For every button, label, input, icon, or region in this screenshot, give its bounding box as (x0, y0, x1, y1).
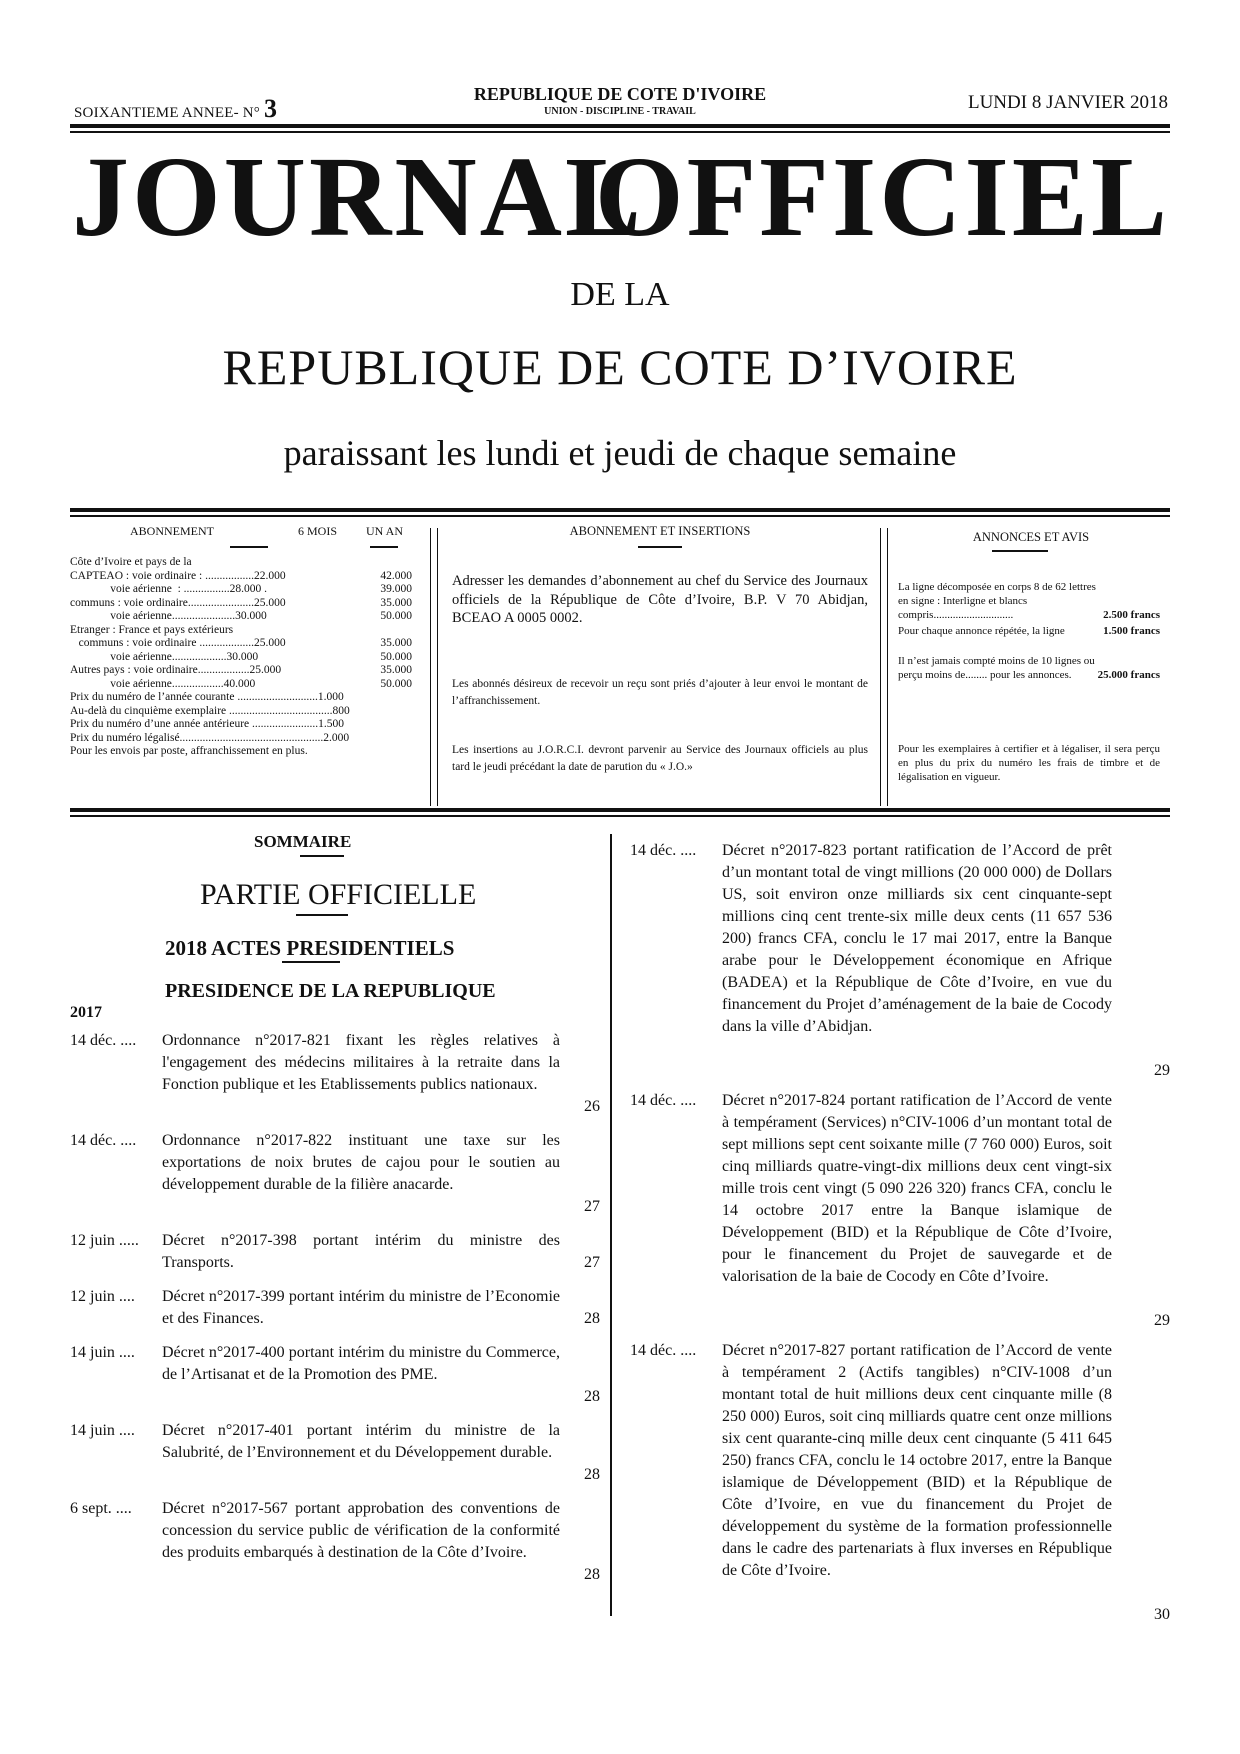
year-2017: 2017 (70, 1004, 102, 1021)
abonnement-row (70, 570, 428, 584)
insertions-title: ABONNEMENT ET INSERTIONS (569, 524, 751, 538)
partie-underline (296, 914, 348, 916)
presidence-title: PRESIDENCE DE LA REPUBLIQUE (165, 980, 496, 1002)
entry-page-number: 28 (584, 1310, 600, 1327)
abonnement-row (70, 732, 428, 746)
annonces-row-ligne (898, 580, 1160, 622)
republique-line: REPUBLIQUE DE COTE D’IVOIRE (222, 339, 1018, 395)
abonnement-row (70, 597, 428, 611)
abonnement-row-label: voie aérienne : ................28.000 . (70, 583, 268, 595)
abonnement-row-label: communs : voie ordinaire ...................25.000 (70, 637, 286, 649)
boxes-rule-bottom-thick (70, 808, 1170, 812)
abonnement-row-label: Au-delà du cinquième exemplaire ....................................800 (70, 704, 350, 717)
entry-text: Décret n°2017-827 portant ratification de l’Accord de vente à tempérament 2 (Actifs tangibles) n°CIV-1008 d’un montant total de huit millions deux cent cinquante mille (8 250 000) Euros, soit cinq milliards quatre cent onze millions six cent quarante-cinq mille deux cent cinquante (5 411 645 250) francs CFA, conclu le 14 octobre 2017, entre la Banque islamique de Développement (BID) et la République de Côte d’Ivoire, en vue du financement du Projet de développement du système de la formation professionnelle dans le cadre des partenariats à flux inverses en République de Côte d’Ivoire. (722, 1342, 1112, 1579)
edition-label: SOIXANTIEME ANNEE- N° (74, 105, 261, 121)
entry-text: Ordonnance n°2017-821 fixant les règles relatives à l'engagement des médecins militaires à la retraite dans la Fonction publique et les Etablissements publics nationaux. (162, 1032, 560, 1093)
abonnement-row-annual: 42.000 (380, 569, 412, 582)
sommaire-entry (70, 1030, 600, 1118)
insertions-para-address: Adresser les demandes d’abonnement au chef du Service des Journaux officiels de la République de Côte d’Ivoire, B.P. V 70 Abidjan, BCEAO A 0005 0002. (452, 573, 868, 626)
boxes-rule-bottom-thin (70, 815, 1170, 817)
entry-date: 14 déc. .... (630, 1342, 697, 1359)
entry-date: 14 déc. .... (630, 842, 697, 859)
entry-page-number: 28 (584, 1466, 600, 1483)
insertions-para-delai: Les insertions au J.O.R.C.I. devront parvenir au Service des Journaux officiels au plus tard le jeudi précédant la date de parution du « J.O.» (452, 744, 868, 773)
edition-info (74, 94, 277, 124)
sommaire-entry (70, 1230, 600, 1274)
country-block (440, 84, 800, 117)
abonnement-row (70, 718, 428, 732)
abonnement-row (70, 664, 428, 678)
entry-page-number: 28 (584, 1388, 600, 1405)
de-la-line: DE LA (570, 276, 670, 313)
sommaire-entry (630, 840, 1170, 1082)
abonnement-row (70, 705, 428, 719)
entry-page-number: 29 (1154, 1312, 1170, 1329)
title-word-officiel: OFFICIEL (594, 133, 1170, 260)
abonnement-row-label: Pour les envois par poste, affranchissement en plus. (70, 745, 308, 757)
annonces-title: ANNONCES ET AVIS (972, 530, 1090, 544)
entry-page-number: 30 (1154, 1606, 1170, 1623)
sommaire-title: SOMMAIRE (254, 832, 352, 851)
abonnement-box (70, 520, 428, 806)
abonnement-underline (230, 546, 268, 548)
annonces-box (892, 520, 1170, 806)
annonces-row-repetee (898, 624, 1160, 638)
annonces-row-minimum-text: Il n’est jamais compté moins de 10 lignes ou perçu moins de........ pour les annonces. (898, 655, 1095, 681)
abonnement-row-label: Côte d’Ivoire et pays de la (70, 556, 192, 568)
entry-text: Décret n°2017-401 portant intérim du ministre de la Salubrité, de l’Environnement et du Développement durable. (162, 1422, 560, 1461)
actes-presidentiels-title: 2018 ACTES PRESIDENTIELS (165, 936, 455, 960)
entry-text: Décret n°2017-400 portant intérim du ministre du Commerce, de l’Artisanat et de la Promotion des PME. (162, 1344, 560, 1383)
entry-page-number: 29 (1154, 1062, 1170, 1079)
abonnement-row-annual: 50.000 (380, 677, 412, 690)
sommaire-entry (70, 1498, 600, 1586)
entry-date: 14 déc. .... (630, 1092, 697, 1109)
sommaire-entry (70, 1342, 600, 1408)
abonnement-row (70, 691, 428, 705)
entry-text: Ordonnance n°2017-822 instituant une taxe sur les exportations de noix brutes de cajou pour le soutien au développement durable de la filière anacarde. (162, 1132, 560, 1193)
entry-date: 14 déc. .... (70, 1132, 137, 1149)
annonces-row-repetee-price: 1.500 francs (1103, 625, 1160, 637)
annonces-row-ligne-price: 2.500 francs (1103, 609, 1160, 621)
abonnement-row-label: Autres pays : voie ordinaire..................25.000 (70, 664, 282, 676)
country-motto: UNION - DISCIPLINE - TRAVAIL (544, 106, 696, 117)
abonnement-row (70, 637, 428, 651)
entry-text: Décret n°2017-824 portant ratification de l’Accord de vente à tempérament (Services) n°CIV-1006 d’un montant total de sept millions sept cent soixante mille (7 760 000) Euros, soit cinq milliards quatre-vingt-dix millions deux cent vingt-six mille trois cent vingt (5 090 226 320) francs CFA, conclu le 14 octobre 2017 entre la Banque islamique de Développement (BID) et la République de Côte d’Ivoire, pour le financement du Projet de sauvegarde et de valorisation de la baie de Cocody en Côte d’Ivoire. (722, 1092, 1112, 1285)
an-underline (370, 546, 398, 548)
abonnement-row-label: Etranger : France et pays extérieurs (70, 623, 234, 636)
abonnement-row (70, 745, 428, 759)
entry-page-number: 28 (584, 1566, 600, 1583)
sommaire-entry (70, 1130, 600, 1218)
sommaire-entry (630, 1090, 1170, 1332)
abonnement-col-label: ABONNEMENT (130, 524, 214, 538)
entry-date: 6 sept. .... (70, 1500, 132, 1517)
boxes-rule-top-thick (70, 508, 1170, 512)
column-divider (610, 834, 612, 1616)
abonnement-row-label: voie aérienne..................40.000 (70, 677, 256, 690)
annonces-underline (992, 550, 1048, 552)
abonnement-row-annual: 35.000 (380, 637, 412, 649)
abonnement-row-label: CAPTEAO : voie ordinaire : .................22.000 (70, 569, 286, 582)
boxes-rule-top-thin (70, 515, 1170, 517)
sommaire-underline (300, 855, 344, 857)
abonnement-col-an: UN AN (366, 524, 404, 538)
top-rule-thick (70, 124, 1170, 128)
entry-page-number: 26 (584, 1098, 600, 1115)
entry-page-number: 27 (584, 1254, 600, 1271)
box-separator-1 (430, 528, 438, 806)
entry-page-number: 27 (584, 1198, 600, 1215)
abonnement-row (70, 556, 428, 570)
entry-date: 12 juin .... (70, 1288, 135, 1305)
entry-date: 12 juin ..... (70, 1232, 139, 1249)
entry-text: Décret n°2017-398 portant intérim du ministre des Transports. (162, 1232, 560, 1271)
annonces-row-minimum-price: 25.000 francs (1097, 669, 1160, 681)
abonnement-row-annual: 50.000 (380, 650, 412, 663)
sommaire-entry (70, 1286, 600, 1330)
abonnement-col-6mois: 6 MOIS (298, 524, 338, 538)
issue-number: 3 (263, 94, 278, 123)
journal-title (70, 133, 1170, 260)
abonnement-rows (70, 556, 428, 759)
abonnement-row-annual: 50.000 (380, 610, 412, 622)
abonnement-row-annual: 35.000 (380, 596, 412, 609)
partie-officielle-title: PARTIE OFFICIELLE (200, 878, 477, 911)
abonnement-row-annual: 39.000 (380, 583, 412, 595)
abonnement-row-label: voie aérienne...................30.000 (70, 650, 259, 663)
abonnement-row (70, 583, 428, 597)
annonces-row-ligne-text: La ligne décomposée en corps 8 de 62 lettres en signe : Interligne et blancs compris............................. (898, 581, 1096, 621)
entry-date: 14 déc. .... (70, 1032, 137, 1049)
entry-date: 14 juin .... (70, 1422, 135, 1439)
abonnement-row-annual: 35.000 (380, 664, 412, 676)
abonnement-row-label: communs : voie ordinaire.......................25.000 (70, 596, 286, 609)
abonnement-row (70, 610, 428, 624)
entry-text: Décret n°2017-567 portant approbation des conventions de concession du service public de vérification de la conformité des produits embarqués à destination de la Côte d’Ivoire. (162, 1500, 560, 1561)
abonnement-row-label: Prix du numéro légalisé..................................................2.000 (70, 731, 350, 744)
box-separator-2 (880, 528, 888, 806)
annonces-row-legalisation: Pour les exemplaires à certifier et à légaliser, il sera perçu en plus du prix du numéro les frais de timbre et de légalisation en vigueur. (898, 743, 1160, 783)
insertions-para-recu: Les abonnés désireux de recevoir un reçu sont priés d’ajouter à leur envoi le montant de l’affranchissement. (452, 678, 868, 707)
annonces-row-repetee-text: Pour chaque annonce répétée, la ligne (898, 625, 1065, 637)
sommaire-entry (70, 1420, 600, 1486)
insertions-underline (638, 546, 682, 548)
abonnement-row (70, 678, 428, 692)
entry-text: Décret n°2017-823 portant ratification de l’Accord de prêt d’un montant total de vingt millions (20 000 000) de Dollars US, soit environ onze milliards six cent cinquante-sept millions cinq cent trente-six mille deux cents (11 657 536 200) francs CFA, conclu le 17 mai 2017, entre la Banque arabe pour le Développement économique en Afrique (BADEA) et la République de Côte d’Ivoire, en vue du financement du Projet d’aménagement de la baie de Cocody dans la ville d’Abidjan. (722, 842, 1112, 1035)
abonnement-row-label: Prix du numéro de l’année courante ............................1.000 (70, 691, 344, 703)
entry-text: Décret n°2017-399 portant intérim du ministre de l’Economie et des Finances. (162, 1288, 560, 1327)
entry-date: 14 juin .... (70, 1344, 135, 1361)
issue-date: LUNDI 8 JANVIER 2018 (967, 92, 1168, 113)
abonnement-row (70, 624, 428, 638)
annonces-row-minimum (898, 654, 1160, 696)
title-word-journal: JOURNAL (72, 133, 645, 260)
country-name: REPUBLIQUE DE COTE D'IVOIRE (473, 84, 767, 104)
abonnement-row (70, 651, 428, 665)
abonnement-row-label: Prix du numéro d’une année antérieure .......................1.500 (70, 718, 345, 730)
insertions-box (442, 520, 878, 806)
abonnement-row-label: voie aérienne......................30.000 (70, 610, 267, 622)
info-boxes (70, 520, 1170, 806)
frequency-line: paraissant les lundi et jeudi de chaque semaine (283, 433, 957, 473)
actes-underline (282, 961, 340, 963)
sommaire-entry (630, 1340, 1170, 1626)
